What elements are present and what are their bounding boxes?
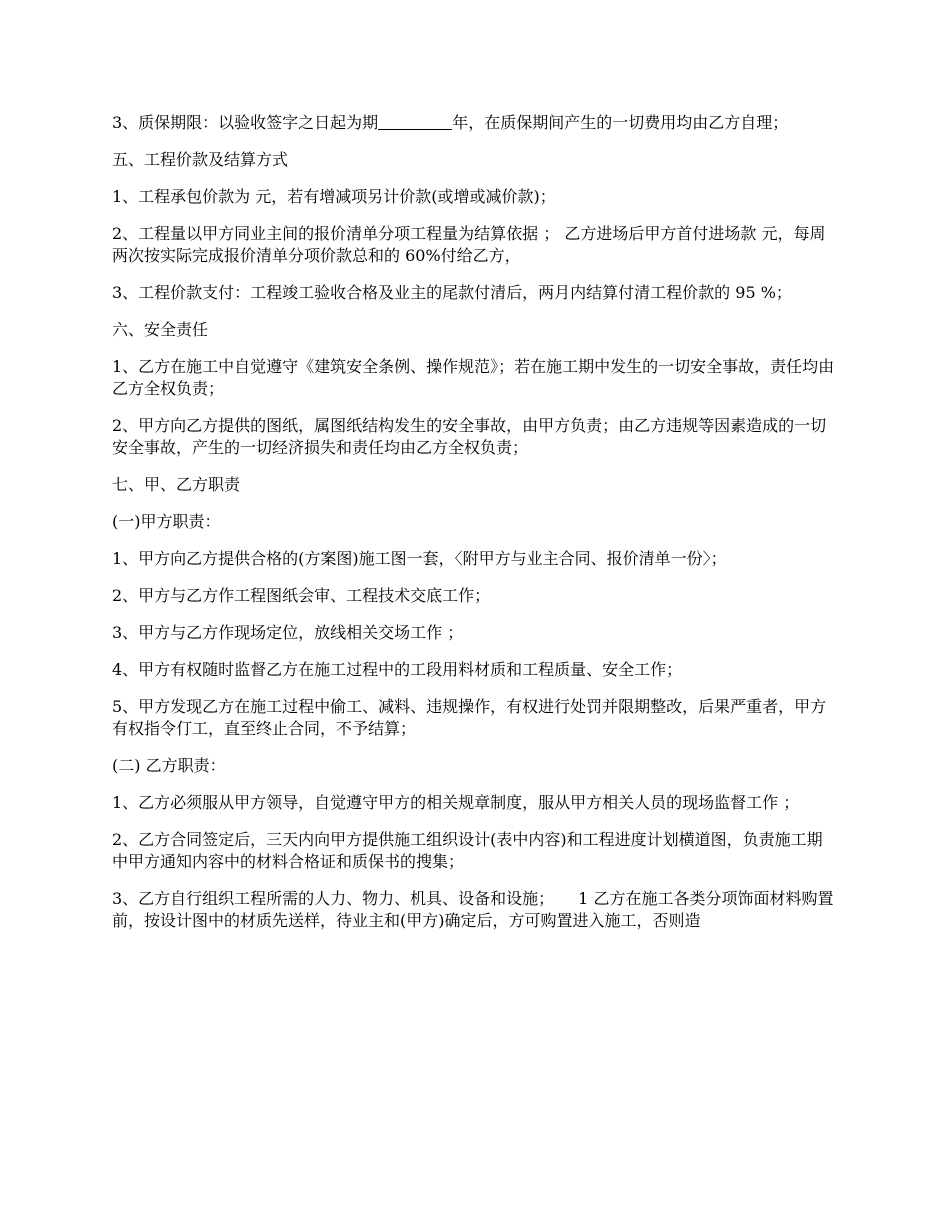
subsection-heading: (二) 乙方职责：	[112, 756, 226, 775]
paragraph: 2、甲方与乙方作工程图纸会审、工程技术交底工作；	[112, 586, 491, 605]
paragraph: 1、甲方向乙方提供合格的(方案图)施工图一套，〈附甲方与业主合同、报价清单一份〉；	[112, 549, 727, 568]
blank-line	[378, 113, 452, 130]
paragraph: 2、乙方合同签定后，三天内向甲方提供施工组织设计(表中内容)和工程进度计划横道图，负责施工期中甲方通知内容中的材料合格证和质保书的搜集；	[112, 830, 823, 871]
paragraph: 2、工程量以甲方同业主间的报价清单分项工程量为结算依据 ； 乙方进场后甲方首付进场款 元，每周两次按实际完成报价清单分项价款总和的 60%付给乙方，	[112, 224, 826, 265]
section-heading: 五、工程价款及结算方式	[112, 150, 289, 169]
paragraph: 1、乙方必须服从甲方领导，自觉遵守甲方的相关规章制度，服从甲方相关人员的现场监督工作 ；	[112, 793, 800, 812]
document-body	[112, 112, 838, 947]
paragraph: 4、甲方有权随时监督乙方在施工过程中的工段用料材质和工程质量、安全工作；	[112, 660, 683, 679]
paragraph: 3、乙方自行组织工程所需的人力、物力、机具、设备和设施； 1 乙方在施工各类分项饰面材料购置前，按设计图中的材质先送样，待业主和(甲方)确定后，方可购置进入施工，否则造	[112, 889, 834, 930]
subsection-heading: (一)甲方职责：	[112, 512, 221, 531]
section-heading: 七、甲、乙方职责	[112, 475, 241, 494]
paragraph: 3、甲方与乙方作现场定位，放线相关交场工作 ；	[112, 623, 464, 642]
paragraph-text: 年，在质保期间产生的一切费用均由乙方自理；	[452, 113, 789, 132]
paragraph: 2、甲方向乙方提供的图纸，属图纸结构发生的安全事故，由甲方负责；由乙方违规等因素造成的一切安全事故，产生的一切经济损失和责任均由乙方全权负责；	[112, 416, 827, 457]
paragraph: 1、工程承包价款为 元，若有增减项另计价款(或增或减价款)；	[112, 187, 556, 206]
paragraph-warranty-period	[112, 112, 838, 134]
paragraph-text: 3、质保期限：以验收签字之日起为期	[112, 113, 379, 132]
section-heading: 六、安全责任	[112, 320, 209, 339]
paragraph: 3、工程价款支付：工程竣工验收合格及业主的尾款付清后，两月内结算付清工程价款的 95 %；	[112, 283, 792, 302]
paragraph: 5、甲方发现乙方在施工过程中偷工、减料、违规操作，有权进行处罚并限期整改，后果严重者，甲方有权指令仃工，直至终止合同，不予结算；	[112, 697, 827, 738]
paragraph: 1、乙方在施工中自觉遵守《建筑安全条例、操作规范》；若在施工期中发生的一切安全事故，责任均由乙方全权负责；	[112, 357, 835, 398]
